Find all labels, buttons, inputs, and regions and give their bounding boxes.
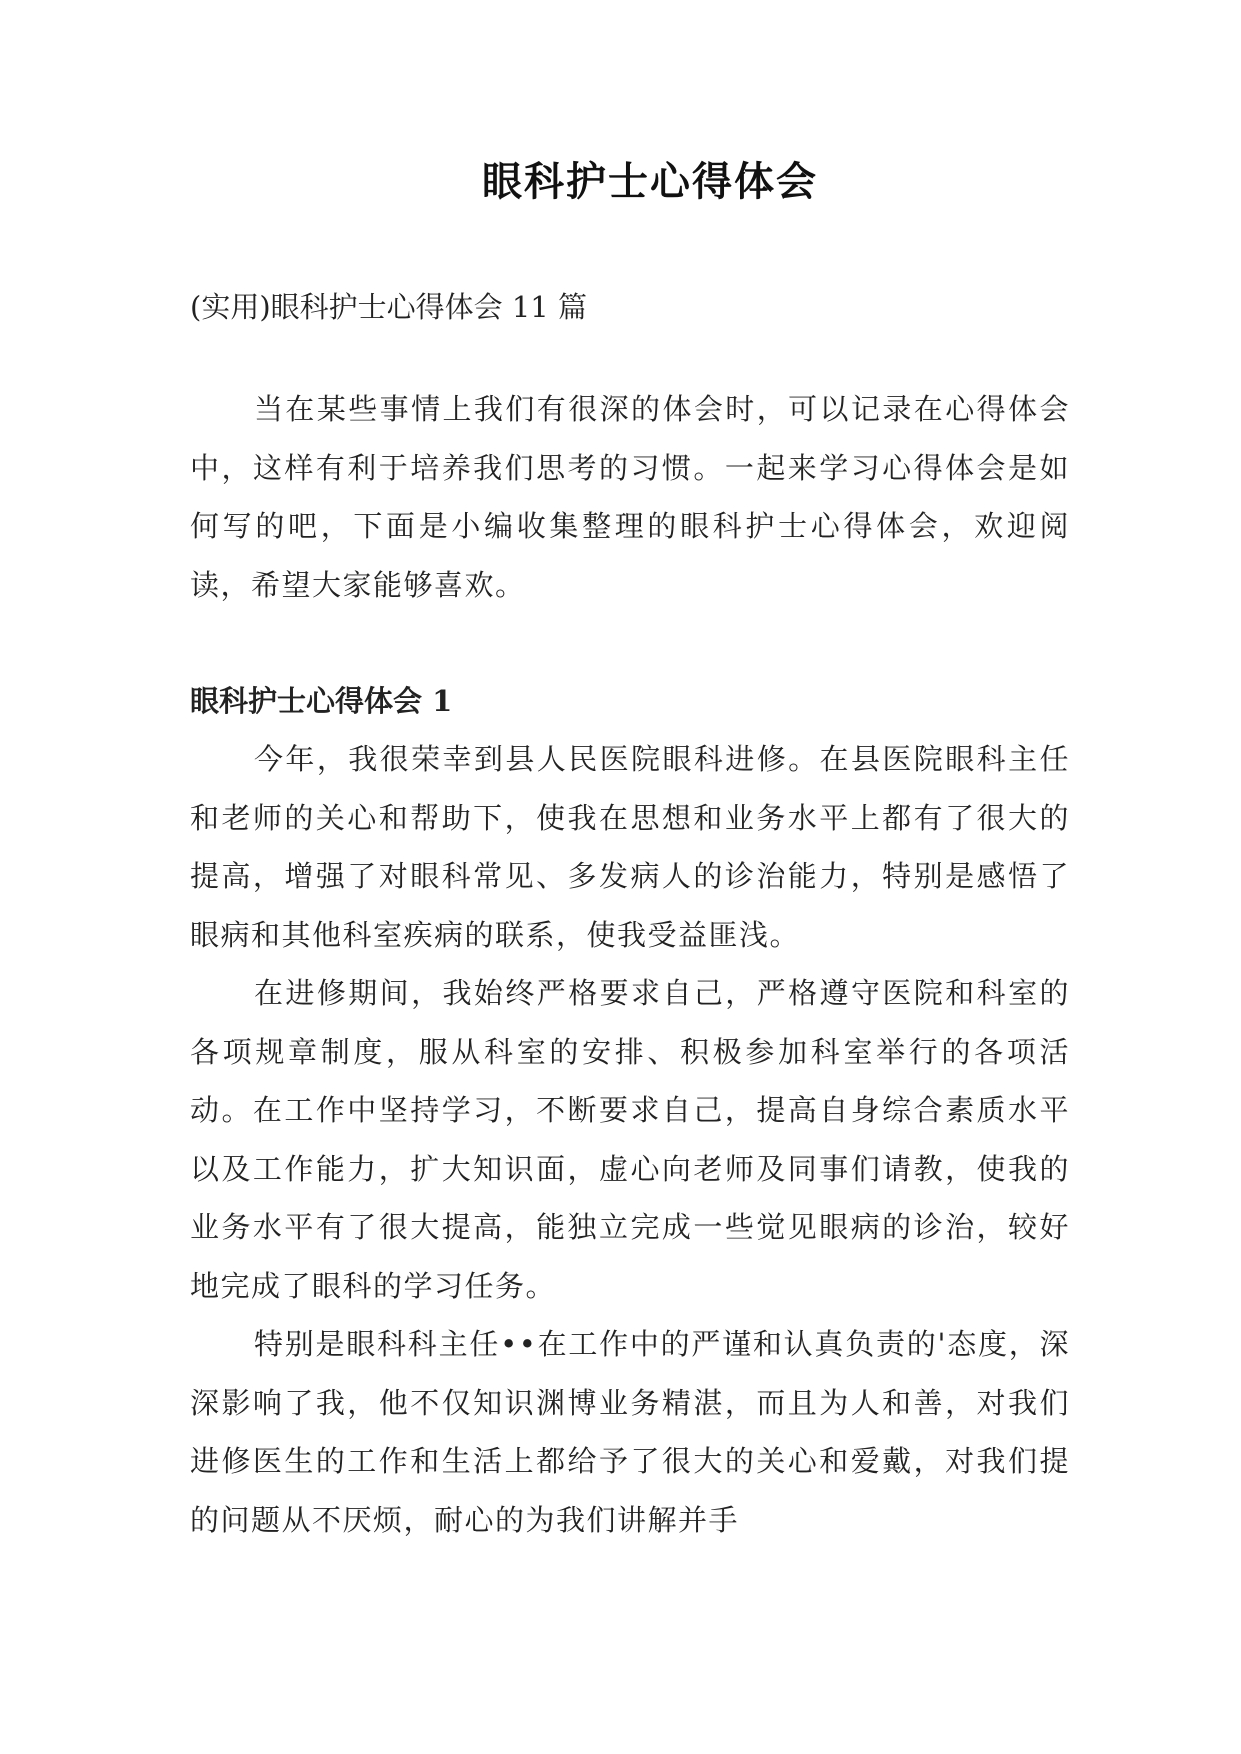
document-page bbox=[190, 150, 1070, 1730]
section-body bbox=[190, 730, 1070, 1549]
intro-paragraph: 当在某些事情上我们有很深的体会时，可以记录在心得体会中，这样有利于培养我们思考的习惯。一起来学习心得体会是如何写的吧，下面是小编收集整理的眼科护士心得体会，欢迎阅读，希望大家能够喜欢。 bbox=[190, 392, 1070, 602]
section-heading: 眼科护士心得体会 1 bbox=[190, 684, 453, 718]
document-subtitle: (实用)眼科护士心得体会 11 篇 bbox=[190, 290, 587, 324]
body-paragraph: 今年，我很荣幸到县人民医院眼科进修。在县医院眼科主任和老师的关心和帮助下，使我在思想和业务水平上都有了很大的提高，增强了对眼科常见、多发病人的诊治能力，特别是感悟了眼病和其他科室疾病的联系，使我受益匪浅。 bbox=[190, 742, 1070, 952]
body-paragraph: 特别是眼科科主任••在工作中的严谨和认真负责的'态度，深深影响了我，他不仅知识渊博业务精湛，而且为人和善，对我们进修医生的工作和生活上都给予了很大的关心和爱戴，对我们提的问题从不厌烦，耐心的为我们讲解并手 bbox=[190, 1327, 1070, 1537]
document-title: 眼科护士心得体会 bbox=[482, 159, 818, 205]
body-paragraph: 在进修期间，我始终严格要求自己，严格遵守医院和科室的各项规章制度，服从科室的安排、积极参加科室举行的各项活动。在工作中坚持学习，不断要求自己，提高自身综合素质水平以及工作能力，扩大知识面，虚心向老师及同事们请教，使我的业务水平有了很大提高，能独立完成一些觉见眼病的诊治，较好地完成了眼科的学习任务。 bbox=[190, 976, 1070, 1303]
